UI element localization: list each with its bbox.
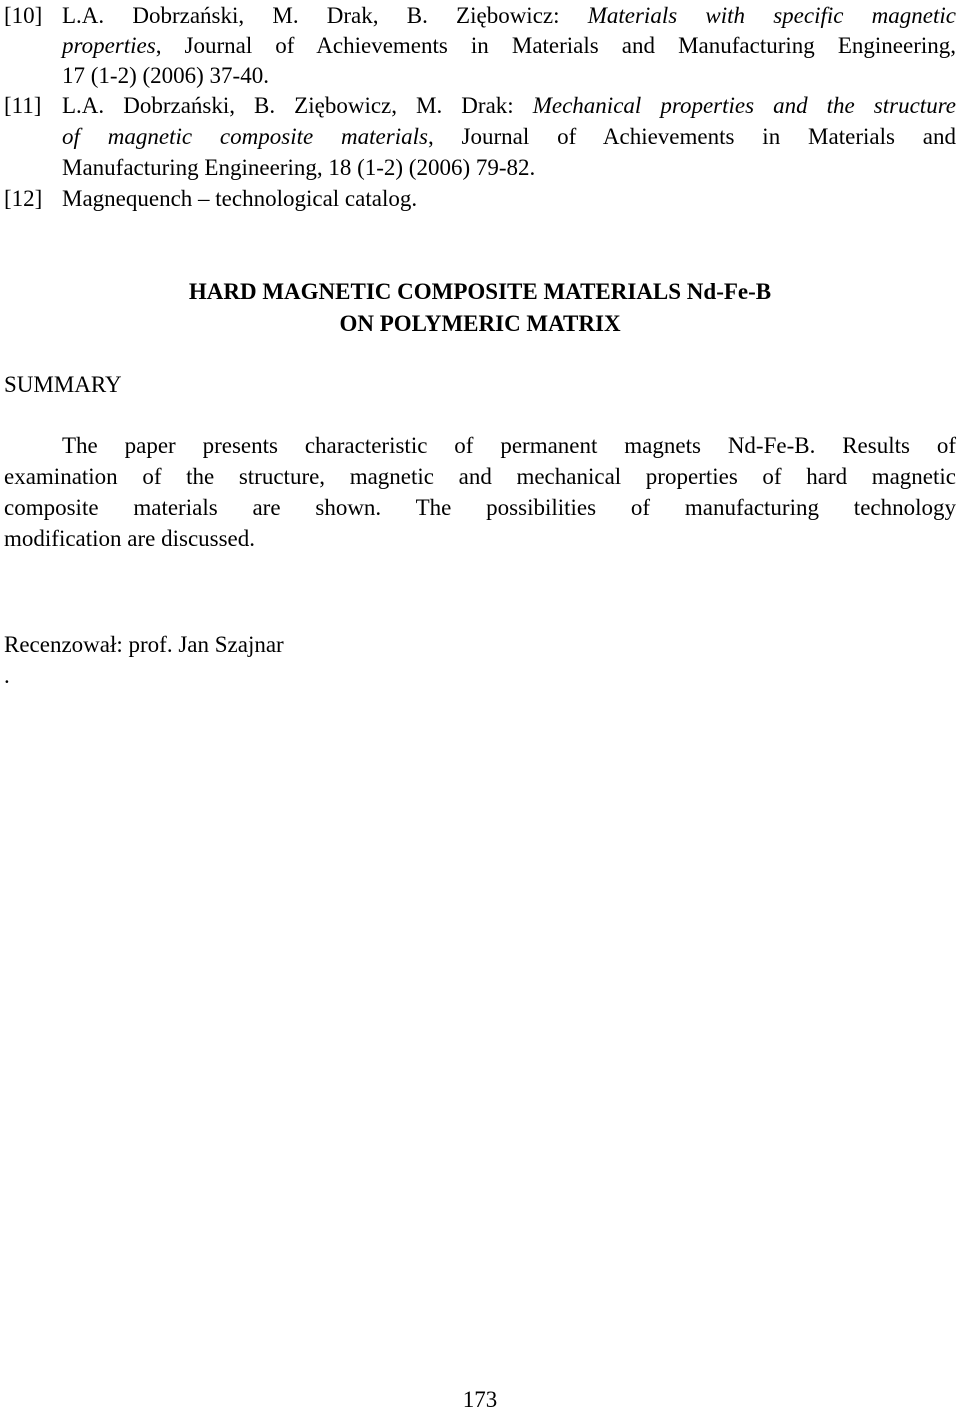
summary-line: examination of the structure, magnetic and mechanical properties of hard magnetic [4,464,956,489]
reference-number: [10] [4,3,43,28]
reference-line: L.A. Dobrzański, B. Ziębowicz, M. Drak: Mechanical properties and the structure [62,93,956,118]
page-number: 173 [462,1387,498,1412]
reference-line: Magnequench – technological catalog. [62,186,418,211]
reference-line: of magnetic composite materials, Journal of Achievements in Materials and [62,124,956,149]
reference-number: [11] [4,93,42,118]
reference-line: 17 (1-2) (2006) 37-40. [62,63,269,88]
article-title-line-2: ON POLYMERIC MATRIX [339,311,621,336]
summary-line: The paper presents characteristic of permanent magnets Nd-Fe-B. Results of [62,433,956,458]
reviewer-note: Recenzował: prof. Jan Szajnar [4,632,284,657]
summary-line: modification are discussed. [4,526,256,551]
summary-heading: SUMMARY [4,372,122,397]
reference-line: properties, Journal of Achievements in Materials and Manufacturing Engineering, [62,33,956,58]
reference-line: L.A. Dobrzański, M. Drak, B. Ziębowicz: Materials with specific magnetic [62,3,956,28]
article-title-line-1: HARD MAGNETIC COMPOSITE MATERIALS Nd-Fe-B [188,279,772,304]
trailing-dot: . [4,663,10,688]
summary-line: composite materials are shown. The possibilities of manufacturing technology [4,495,956,520]
reference-number: [12] [4,186,43,211]
reference-line: Manufacturing Engineering, 18 (1-2) (2006) 79-82. [62,155,536,180]
